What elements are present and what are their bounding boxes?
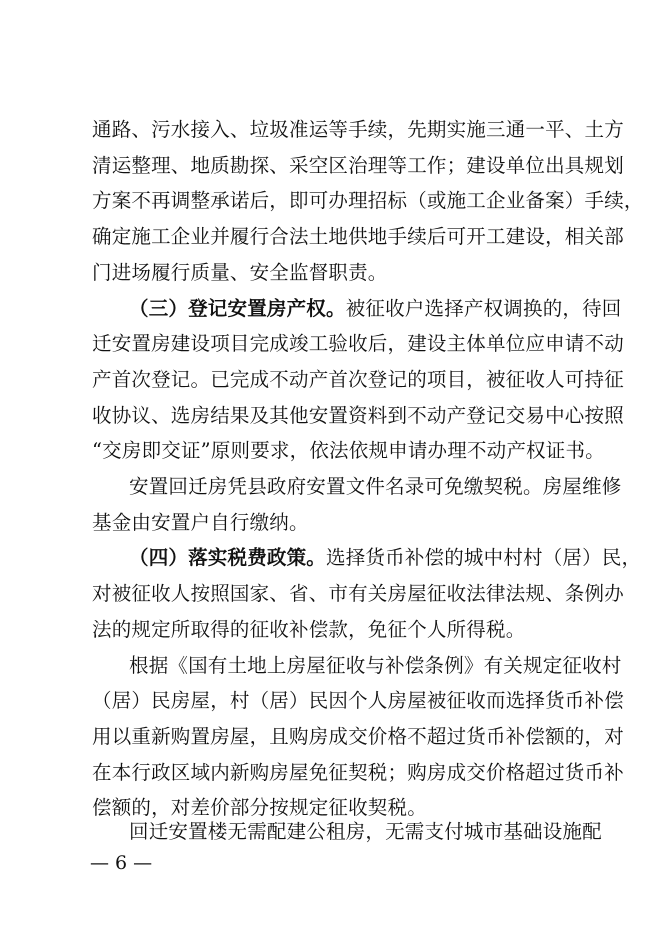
section-4-heading: （四）落实税费政策。 bbox=[129, 546, 327, 570]
body-line: 基金由安置户自行缴纳。 bbox=[92, 510, 309, 534]
page-number: — 6 — bbox=[90, 852, 153, 874]
body-line: 用以重新购置房屋，且购房成交价格不超过货币补偿额的，对 bbox=[92, 724, 624, 748]
body-line: 方案不再调整承诺后，即可办理招标（或施工企业备案）手续， bbox=[92, 189, 644, 213]
body-line: 清运整理、地质勘探、采空区治理等工作；建设单位出具规划 bbox=[92, 153, 624, 177]
section-3-heading: （三）登记安置房产权。 bbox=[129, 296, 346, 320]
section-4-first-line bbox=[129, 538, 642, 578]
body-line: 根据《国有土地上房屋征收与补偿条例》有关规定征收村 bbox=[129, 653, 622, 677]
body-line: “交房即交证”原则要求，依法依规申请办理不动产权证书。 bbox=[92, 439, 605, 463]
body-line: 产首次登记。已完成不动产首次登记的项目，被征收人可持征 bbox=[92, 367, 624, 391]
body-line: 在本行政区域内新购房屋免征契税；购房成交价格超过货币补 bbox=[92, 760, 624, 784]
body-line: 通路、污水接入、垃圾准运等手续，先期实施三通一平、土方 bbox=[92, 118, 624, 141]
body-line: 门进场履行质量、安全监督职责。 bbox=[92, 260, 388, 284]
body-line: 对被征收人按照国家、省、市有关房屋征收法律法规、条例办 bbox=[92, 582, 624, 606]
body-line: 确定施工企业并履行合法土地供地手续后可开工建设，相关部 bbox=[92, 225, 624, 249]
body-line: 迁安置房建设项目完成竣工验收后，建设主体单位应申请不动 bbox=[92, 332, 624, 356]
body-line: 偿额的，对差价部分按规定征收契税。 bbox=[92, 796, 427, 820]
body-line: 回迁安置楼无需配建公租房，无需支付城市基础设施配 bbox=[129, 820, 602, 843]
body-line: （居）民房屋，村（居）民因个人房屋被征收而选择货币补偿 bbox=[92, 689, 624, 713]
section-3-text: 被征收户选择产权调换的，待回 bbox=[345, 296, 622, 320]
section-4-text: 选择货币补偿的城中村村（居）民， bbox=[326, 546, 642, 570]
section-3-first-line bbox=[129, 289, 622, 329]
body-line: 收协议、选房结果及其他安置资料到不动产登记交易中心按照 bbox=[92, 403, 624, 427]
body-line: 法的规定所取得的征收补偿款，免征个人所得税。 bbox=[92, 617, 526, 641]
body-line: 安置回迁房凭县政府安置文件名录可免缴契税。房屋维修 bbox=[129, 475, 622, 498]
